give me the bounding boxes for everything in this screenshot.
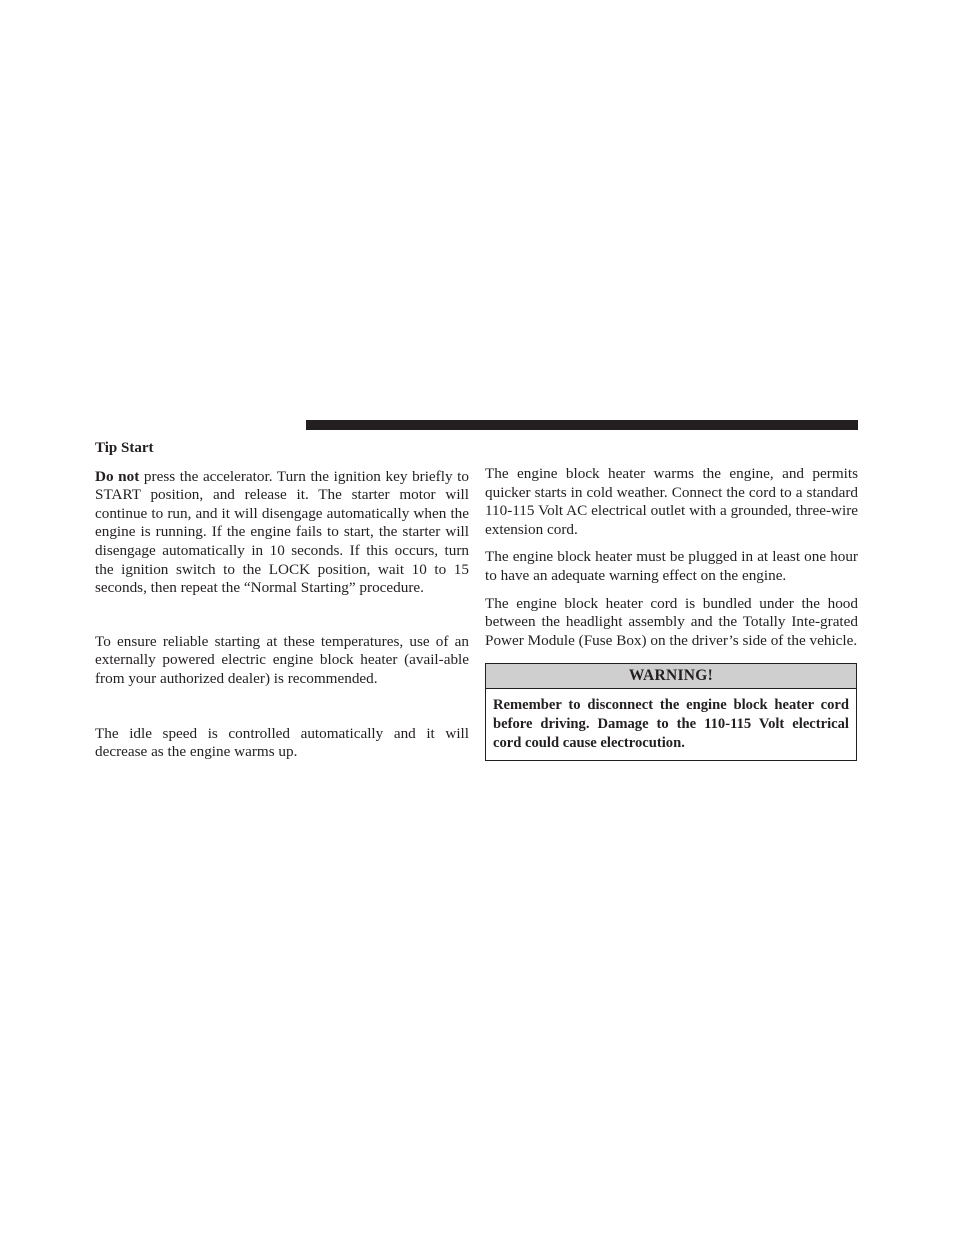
block-heater-paragraph-2: The engine block heater must be plugged in at least one hour to have an adequate warning effect on the engine. — [485, 548, 858, 584]
block-heater-paragraph-3: The engine block heater cord is bundled under the hood between the headlight assembly and the Totally Inte-grated Power Module (Fuse Box) on the driver’s side of the vehicle. — [485, 594, 858, 649]
warning-box — [485, 663, 857, 761]
warning-title: WARNING! — [486, 664, 856, 689]
tip-start-lead: Do not — [95, 467, 140, 485]
section-header-rule — [306, 420, 858, 430]
idle-speed-paragraph: The idle speed is controlled automatically and it will decrease as the engine warms up. — [95, 724, 469, 761]
right-column — [485, 437, 858, 761]
warning-body: Remember to disconnect the engine block heater cord before driving. Damage to the 110-115 Volt electrical cord could cause electrocution. — [493, 697, 849, 752]
left-column — [95, 437, 469, 762]
block-heater-paragraph-1: The engine block heater warms the engine, and permits quicker starts in cold weather. Connect the cord to a standard 110-115 Volt AC electrical outlet with a grounded, three-wire extension cord. — [485, 465, 858, 538]
tip-start-paragraph — [95, 468, 469, 598]
tip-start-text: press the accelerator. Turn the ignition key briefly to START position, and release it. The starter motor will continue to run, and it will disengage automatically when the engine is running. If the engine fails to start, the starter will disengage automatically in 10 seconds. If this occurs, turn the ignition switch to the LOCK position, wait 10 to 15 seconds, then repeat the “Normal Starting” procedure. — [95, 467, 469, 597]
tip-start-heading: Tip Start — [95, 440, 154, 456]
cold-weather-paragraph: To ensure reliable starting at these temperatures, use of an externally powered electric engine block heater (avail-able from your authorized dealer) is recommended. — [95, 632, 469, 687]
